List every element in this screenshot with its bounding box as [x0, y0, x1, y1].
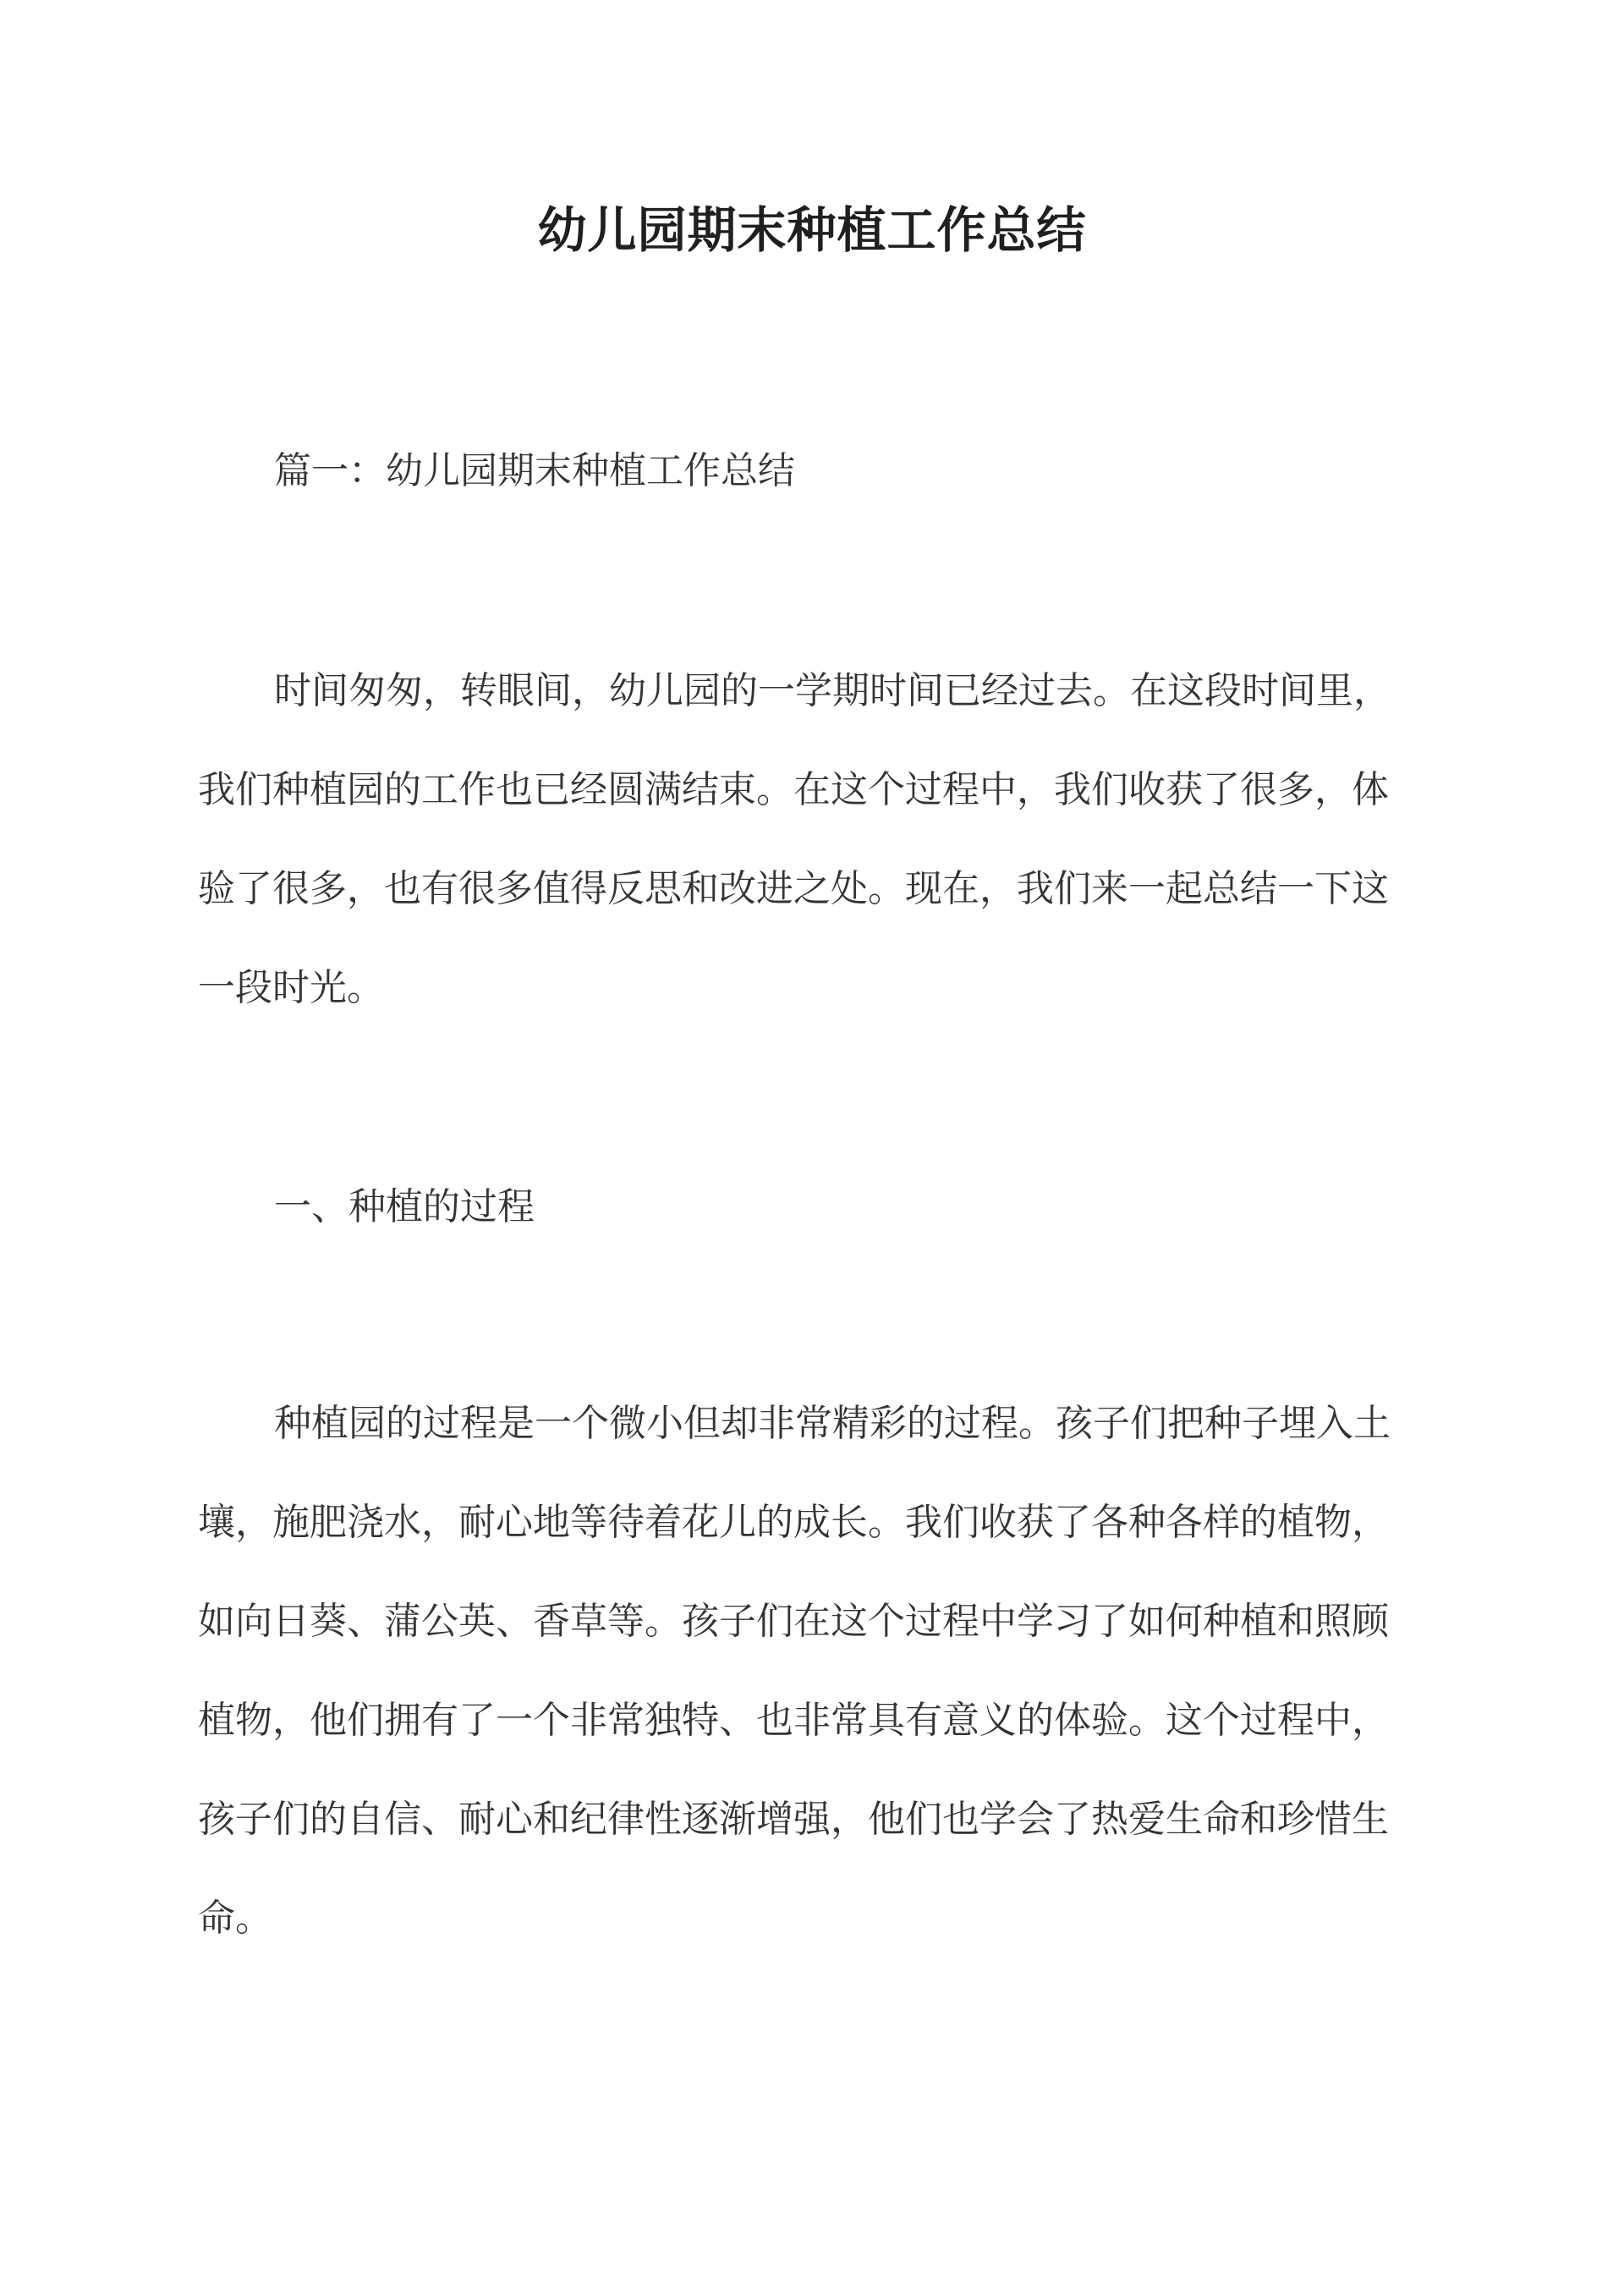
process-line-3: 如向日葵、蒲公英、香草等。孩子们在这个过程中学习了如何种植和照顾	[198, 1600, 1389, 1643]
subheading-process: 一、种植的过程	[274, 1185, 535, 1228]
process-line-2: 壤，施肥浇水，耐心地等待着花儿的成长。我们收获了各种各样的植物，	[198, 1501, 1389, 1544]
document-title: 幼儿园期末种植工作总结	[537, 201, 1087, 259]
section-heading: 篇一：幼儿园期末种植工作总结	[274, 449, 795, 492]
intro-paragraph	[198, 641, 1426, 1037]
intro-line-4: 一段时光。	[198, 966, 384, 1009]
intro-line-2: 我们种植园的工作也已经圆满结束。在这个过程中，我们收获了很多，体	[198, 768, 1389, 811]
process-paragraph	[198, 1374, 1426, 1968]
process-line-1: 种植园的过程是一个微小但却非常精彩的过程。孩子们把种子埋入土	[274, 1402, 1391, 1445]
process-line-5: 孩子们的自信、耐心和纪律性逐渐增强，他们也学会了热爱生命和珍惜生	[198, 1798, 1389, 1841]
intro-line-1: 时间匆匆，转眼间，幼儿园的一学期时间已经过去。在这段时间里，	[274, 669, 1391, 712]
intro-line-3: 验了很多，也有很多值得反思和改进之处。现在，我们来一起总结一下这	[198, 867, 1389, 910]
process-line-6: 命。	[198, 1897, 272, 1940]
process-line-4: 植物，他们拥有了一个非常独特、也非常具有意义的体验。这个过程中，	[198, 1699, 1389, 1742]
